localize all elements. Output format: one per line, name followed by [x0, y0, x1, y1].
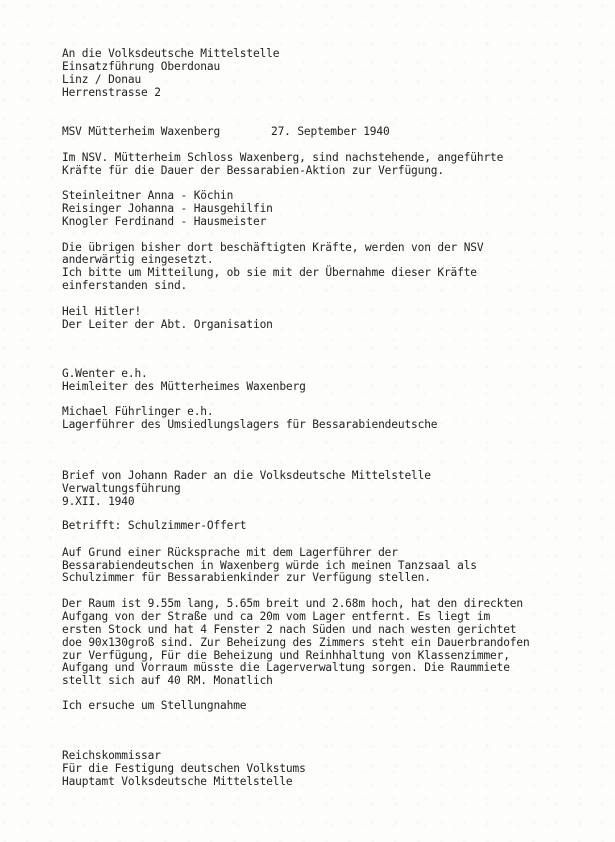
- paragraph-line: Aufgang von der Straße und ca 20m vom Lager entfernt. Es liegt im: [62, 610, 491, 623]
- recipient-line: Einsatzführung Oberdonau: [62, 60, 221, 73]
- signatory-title: Lagerführer des Umsiedlungslagers für Bessarabiendeutsche: [62, 418, 438, 431]
- signatory-title: Heimleiter des Mütterheimes Waxenberg: [62, 380, 306, 393]
- subject-line: Betrifft: Schulzimmer-Offert: [62, 519, 247, 532]
- paragraph-line: doe 90x130groß sind. Zur Beheizung des Zimmers steht ein Dauerbrandofen: [62, 636, 530, 649]
- paragraph-line: ersten Stock und hat 4 Fenster 2 nach Süden und nach westen gerichtet: [62, 623, 517, 636]
- paragraph-line: Auf Grund einer Rücksprache mit dem Lagerführer der: [62, 546, 398, 559]
- letter2-date: 9.XII. 1940: [62, 495, 135, 508]
- paragraph-line: Der Raum ist 9.55m lang, 5.65m breit und 2.68m hoch, hat den direckten: [62, 597, 523, 610]
- closing-line: Heil Hitler!: [62, 305, 142, 318]
- paragraph-line: Bessarabiendeutschen in Waxenberg würde ich meinen Tanzsaal als: [62, 559, 477, 572]
- letter2-heading-line: Brief von Johann Rader an die Volksdeutsche Mittelstelle: [62, 469, 431, 482]
- footer-line: Für die Festigung deutschen Volkstums: [62, 762, 306, 775]
- letter2-heading-line: Verwaltungsführung: [62, 482, 181, 495]
- closing-line: Der Leiter der Abt. Organisation: [62, 318, 273, 331]
- body-line: einferstanden sind.: [62, 279, 188, 292]
- request-line: Ich ersuche um Stellungnahme: [62, 699, 247, 712]
- sender-line: MSV Mütterheim Waxenberg: [62, 125, 221, 138]
- recipient-line: An die Volksdeutsche Mittelstelle: [62, 47, 280, 60]
- body-line: Ich bitte um Mitteilung, ob sie mit der Übernahme dieser Kräfte: [62, 266, 477, 279]
- paragraph-line: stellt sich auf 40 RM. Monatlich: [62, 674, 273, 687]
- footer-line: Reichskommissar: [62, 749, 161, 762]
- paragraph-line: Aufgang und Vorraum müsste die Lagerverwaltung sorgen. Die Raummiete: [62, 661, 510, 674]
- staff-item: Knogler Ferdinand - Hausmeister: [62, 215, 267, 228]
- footer-line: Hauptamt Volksdeutsche Mittelstelle: [62, 775, 293, 788]
- signatory-name: Michael Führlinger e.h.: [62, 405, 214, 418]
- intro-line: Kräfte für die Dauer der Bessarabien-Aktion zur Verfügung.: [62, 164, 444, 177]
- intro-line: Im NSV. Mütterheim Schloss Waxenberg, sind nachstehende, angeführte: [62, 151, 504, 164]
- body-line: Die übrigen bisher dort beschäftigten Kräfte, werden von der NSV: [62, 241, 484, 254]
- paragraph-line: zur Verfügung, Für die Beheizung und Reinhhaltung von Klassenzimmer,: [62, 649, 510, 662]
- body-line: anderwärtig eingesetzt.: [62, 253, 214, 266]
- staff-item: Reisinger Johanna - Hausgehilfin: [62, 202, 273, 215]
- paragraph-line: Schulzimmer für Bessarabienkinder zur Verfügung stellen.: [62, 571, 431, 584]
- signatory-name: G.Wenter e.h.: [62, 367, 148, 380]
- staff-item: Steinleitner Anna - Köchin: [62, 189, 234, 202]
- recipient-line: Linz / Donau: [62, 73, 142, 86]
- recipient-line: Herrenstrasse 2: [62, 86, 161, 99]
- letter-date: 27. September 1940: [271, 125, 390, 138]
